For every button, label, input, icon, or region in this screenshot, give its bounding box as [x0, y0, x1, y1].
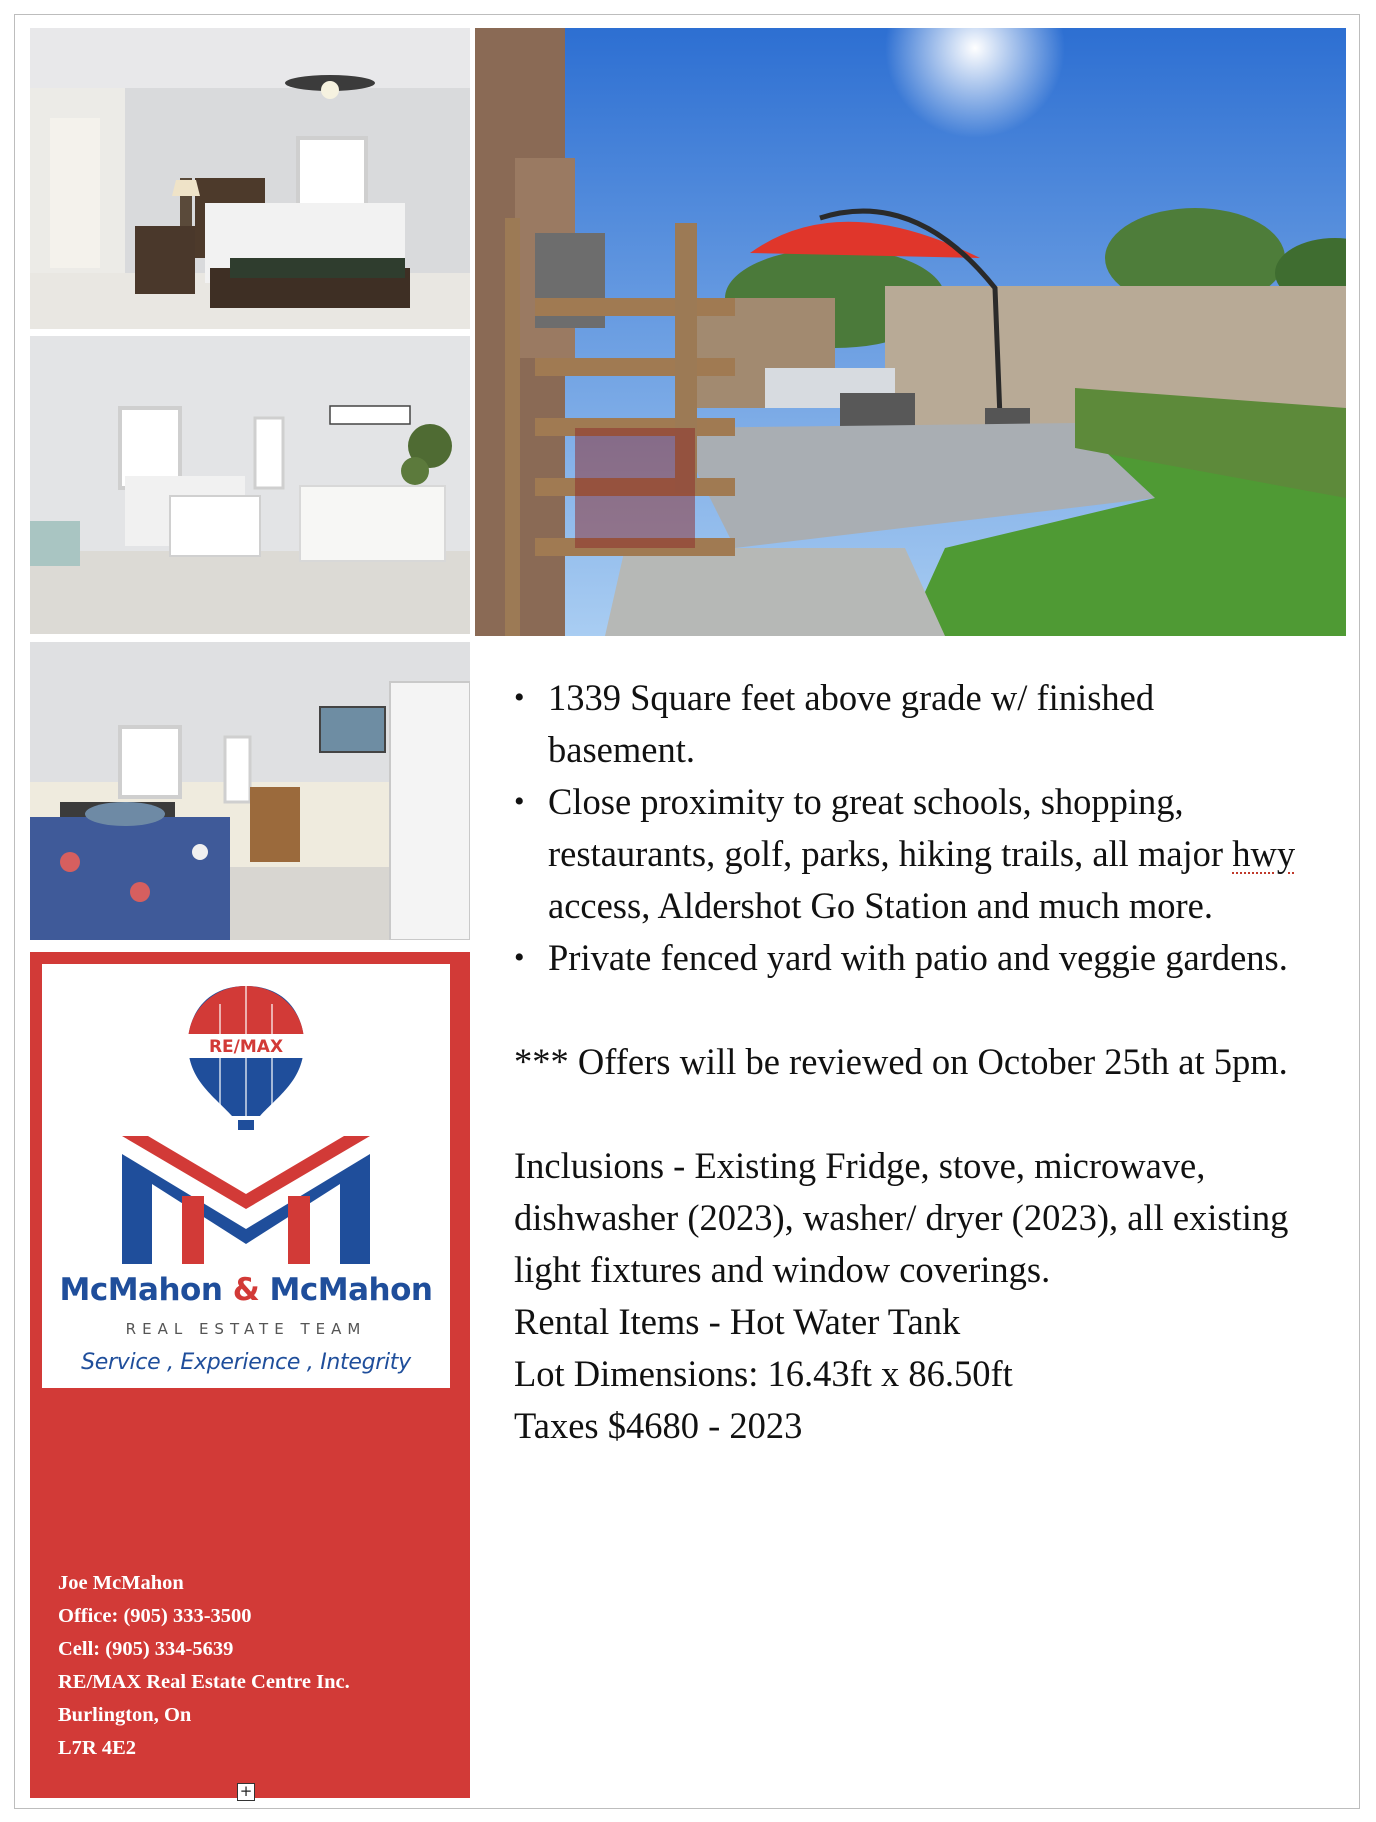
agent-office-phone: Office: (905) 333-3500 [58, 1605, 252, 1627]
feature-item: • Private fenced yard with patio and veggie gardens. [548, 932, 1304, 984]
backyard-photo [475, 28, 1346, 636]
agent-brokerage: RE/MAX Real Estate Centre Inc. [58, 1671, 350, 1693]
rental-items: Rental Items - Hot Water Tank [514, 1301, 961, 1342]
bedroom-photo-3 [30, 642, 470, 940]
bedroom-3-illustration [30, 642, 470, 940]
agent-panel [30, 952, 470, 1798]
feature-list [514, 672, 1304, 984]
taxes: Taxes $4680 - 2023 [514, 1405, 803, 1446]
agent-name: Joe McMahon [58, 1572, 184, 1594]
feature-item: • 1339 Square feet above grade w/ finished basement. [548, 672, 1304, 776]
agent-cell-phone: Cell: (905) 334-5639 [58, 1638, 234, 1660]
agent-city: Burlington, On [58, 1704, 192, 1726]
remax-balloon-logo [42, 964, 450, 1264]
spellcheck-flagged-word[interactable]: hwy [1232, 833, 1296, 874]
brand-name: McMahon & McMahon [59, 1272, 433, 1308]
bedroom-2-illustration [30, 336, 470, 634]
bedroom-photo-2 [30, 336, 470, 634]
listing-details [514, 672, 1304, 1452]
lot-dimensions: Lot Dimensions: 16.43ft x 86.50ft [514, 1353, 1013, 1394]
backyard-illustration [475, 28, 1346, 636]
brand-tagline: Service , Experience , Integrity [81, 1350, 411, 1375]
brand-logo [42, 964, 450, 1388]
bedroom-1-illustration [30, 28, 470, 329]
feature-item: • Close proximity to great schools, shopping, restaurants, golf, parks, hiking trails, all major hwy access, Aldershot Go Station and much more. [548, 776, 1304, 932]
agent-contact [58, 1567, 458, 1765]
plus-box-icon[interactable]: + [237, 1783, 255, 1801]
remax-wordmark: RE/MAX [208, 1037, 284, 1057]
agent-postal-code: L7R 4E2 [58, 1737, 137, 1759]
offers-note: *** Offers will be reviewed on October 25th at 5pm. [514, 1041, 1288, 1082]
brand-subtitle: REAL ESTATE TEAM [125, 1320, 367, 1338]
inclusions: Inclusions - Existing Fridge, stove, microwave, dishwasher (2023), washer/ dryer (2023), all existing light fixtures and window coverings. [514, 1145, 1289, 1290]
bedroom-photo-1 [30, 28, 470, 329]
